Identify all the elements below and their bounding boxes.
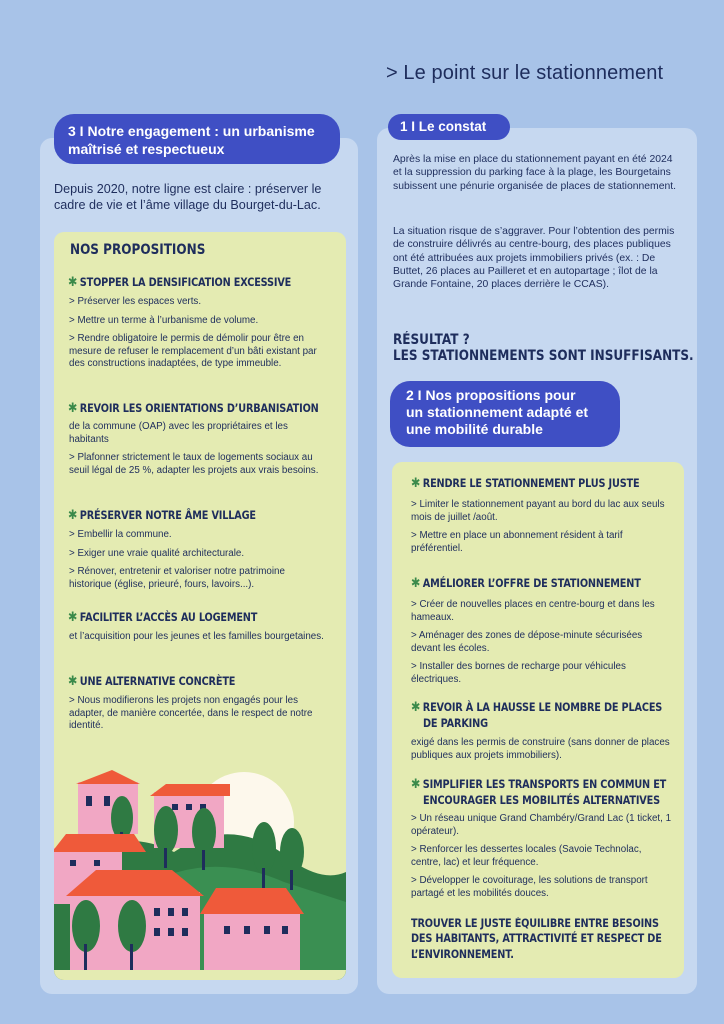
left-pill-line2: maîtrisé et respectueux bbox=[68, 140, 225, 157]
left-intro bbox=[54, 181, 354, 214]
section-items bbox=[69, 529, 329, 597]
section-items bbox=[69, 296, 329, 377]
asterisk-icon: ✱ bbox=[411, 700, 421, 715]
conclusion-line2: DES HABITANTS, ATTRACTIVITÉ ET RESPECT DE bbox=[411, 932, 662, 946]
section-title: ✱ FACILITER L’ACCÈS AU LOGEMENT bbox=[68, 610, 258, 625]
result-answer: LES STATIONNEMENTS SONT INSUFFISANTS. bbox=[393, 348, 694, 364]
section-items bbox=[69, 631, 329, 650]
constat-paragraph: Après la mise en place du stationnement payant en été 2024 et la suppression du parking face à la plage, les Bourgetains subissent une pénurie organisée de places de stationnement. bbox=[393, 154, 677, 192]
left-pill-line1: 3 I Notre engagement : un urbanisme bbox=[68, 123, 315, 139]
list-item: > Installer des bornes de recharge pour véhicules électriques. bbox=[411, 661, 626, 685]
list-item: > Exiger une vraie qualité architecturale. bbox=[69, 547, 245, 559]
list-item: > Mettre un terme à l’urbanisme de volume. bbox=[69, 314, 259, 326]
section-title: ✱ REVOIR LES ORIENTATIONS D’URBANISATION bbox=[68, 401, 319, 416]
conclusion-line1: TROUVER LE JUSTE ÉQUILIBRE ENTRE BESOINS bbox=[411, 917, 659, 930]
conclusion-line3: L’ENVIRONNEMENT. bbox=[411, 947, 514, 961]
props-pill-line2: un stationnement adapté et bbox=[406, 403, 589, 420]
asterisk-icon: ✱ bbox=[68, 508, 78, 523]
list-item: > Un réseau unique Grand Chambéry/Grand Lac (1 ticket, 1 opérateur). bbox=[411, 813, 672, 837]
section-items bbox=[69, 421, 329, 483]
section-items bbox=[411, 499, 673, 561]
asterisk-icon: ✱ bbox=[68, 610, 78, 625]
list-item: > Rendre obligatoire le permis de démolir pour être en mesure de refuser le remplacement d’un bâti existant par des constructions inadaptées, de type immeuble. bbox=[69, 333, 317, 370]
list-item: > Mettre en place un abonnement résident à tarif préférentiel. bbox=[411, 530, 623, 554]
asterisk-icon: ✱ bbox=[68, 275, 78, 290]
list-item: > Développer le covoiturage, les solutions de transport partagé et les mobilités douces. bbox=[411, 875, 648, 899]
section-title: ✱ REVOIR À LA HAUSSE LE NOMBRE DE PLACES DE PARKING bbox=[411, 700, 663, 730]
list-item: > Plafonner strictement le taux de logements sociaux au seuil légal de 25 %, adapter les projets aux vrais besoins. bbox=[69, 452, 319, 476]
section-items bbox=[69, 695, 329, 739]
section-items bbox=[411, 737, 673, 768]
intro-line2: cadre de vie et l’âme village du Bourget-du-Lac. bbox=[54, 198, 321, 213]
section-title: ✱ UNE ALTERNATIVE CONCRÈTE bbox=[68, 674, 236, 689]
list-item: exigé dans les permis de construire (sans donner de places publiques aux projets immobiliers). bbox=[411, 737, 670, 761]
list-item: > Aménager des zones de dépose-minute sécurisées devant les écoles. bbox=[411, 630, 643, 654]
list-item: > Renforcer les dessertes locales (Savoie Technolac, centre, lac) et leur fréquence. bbox=[411, 844, 642, 868]
asterisk-icon: ✱ bbox=[411, 576, 421, 591]
list-item: > Créer de nouvelles places en centre-bourg et dans les hameaux. bbox=[411, 599, 655, 623]
section-title: ✱ STOPPER LA DENSIFICATION EXCESSIVE bbox=[68, 275, 292, 290]
constat-pill: 1 I Le constat bbox=[388, 114, 510, 140]
section-items bbox=[411, 599, 673, 692]
box-title: NOS PROPOSITIONS bbox=[70, 242, 206, 258]
asterisk-icon: ✱ bbox=[68, 401, 78, 416]
conclusion bbox=[411, 916, 662, 962]
propositions-pill bbox=[390, 381, 620, 447]
asterisk-icon: ✱ bbox=[411, 476, 421, 491]
list-item: > Embellir la commune. bbox=[69, 529, 172, 540]
list-item: de la commune (OAP) avec les propriétaires et les habitants bbox=[69, 421, 288, 445]
list-item: et l’acquisition pour les jeunes et les familles bourgetaines. bbox=[69, 631, 324, 642]
constat-paragraph: La situation risque de s’aggraver. Pour l’obtention des permis de construire délivrés au centre-bourg, des places publiques ont été attribuées aux projets immobiliers privés (ex. : De Buttet, 26 places au Pailleret et en autopartage ; îlot de la Grande Fontaine, 20 places derrière le CCAS). bbox=[393, 226, 675, 291]
result-question: RÉSULTAT ? bbox=[393, 332, 470, 348]
props-pill-line3: une mobilité durable bbox=[406, 420, 543, 437]
intro-line1: Depuis 2020, notre ligne est claire : préserver le bbox=[54, 182, 322, 196]
list-item: > Nous modifierons les projets non engagés pour les adapter, de manière concertée, dans le respect de notre identité. bbox=[69, 695, 313, 732]
list-item: > Préserver les espaces verts. bbox=[69, 296, 202, 307]
left-section-pill bbox=[54, 114, 340, 164]
section-items bbox=[411, 813, 673, 906]
asterisk-icon: ✱ bbox=[68, 674, 78, 689]
result-heading bbox=[393, 332, 724, 364]
village-illustration bbox=[54, 752, 346, 980]
section-title: ✱ PRÉSERVER NOTRE ÂME VILLAGE bbox=[68, 508, 256, 523]
section-title: ✱ SIMPLIFIER LES TRANSPORTS EN COMMUN ET ENCOURAGER LES MOBILITÉS ALTERNATIVES bbox=[411, 777, 667, 807]
list-item: > Rénover, entretenir et valoriser notre patrimoine historique (église, prieuré, fours, lavoirs...). bbox=[69, 566, 285, 590]
section-title: ✱ RENDRE LE STATIONNEMENT PLUS JUSTE bbox=[411, 476, 640, 491]
props-pill-line1: 2 I Nos propositions pour bbox=[406, 387, 576, 403]
asterisk-icon: ✱ bbox=[411, 777, 421, 792]
list-item: > Limiter le stationnement payant au bord du lac aux seuls mois de juillet /août. bbox=[411, 499, 665, 523]
page-heading: > Le point sur le stationnement bbox=[386, 62, 664, 84]
section-title: ✱ AMÉLIORER L’OFFRE DE STATIONNEMENT bbox=[411, 576, 641, 591]
